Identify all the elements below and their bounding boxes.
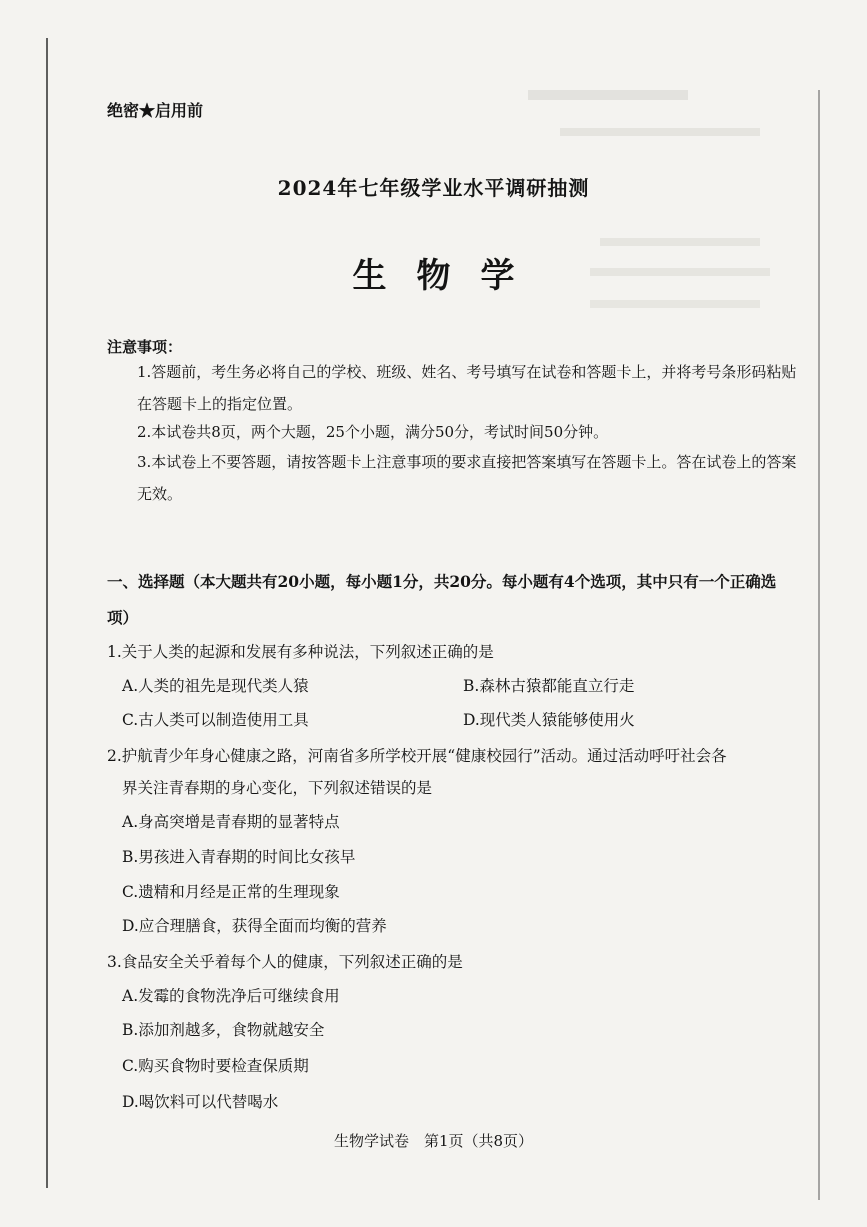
option-a: A.发霉的食物洗净后可继续食用	[122, 987, 340, 1005]
option-b: B.森林古猿都能直立行走	[463, 677, 635, 695]
notice-item: 3.本试卷上不要答题，请按答题卡上注意事项的要求直接把答案填写在答题卡上。答在试卷上的答案无效。	[137, 453, 797, 503]
option-d: D.现代类人猿能够使用火	[463, 711, 635, 729]
confidential-label: 绝密★启用前	[107, 101, 204, 120]
option-d: D.喝饮料可以代替喝水	[122, 1093, 279, 1111]
page-footer: 生物学试卷 第1页（共8页）	[333, 1132, 534, 1150]
section-heading: 一、选择题（本大题共有20小题，每小题1分，共20分。每小题有4个选项，其中只有一个正确选项）	[107, 572, 777, 627]
question-stem-continued: 界关注青春期的身心变化，下列叙述错误的是	[122, 779, 433, 797]
subject-title: 生物学	[352, 256, 545, 296]
bleed-through-mark	[560, 128, 760, 136]
exam-title: 2024年七年级学业水平调研抽测	[277, 176, 590, 200]
bleed-through-mark	[590, 300, 760, 308]
bleed-through-mark	[528, 90, 688, 100]
option-d: D.应合理膳食，获得全面而均衡的营养	[122, 917, 387, 935]
question-stem: 3.食品安全关乎着每个人的健康，下列叙述正确的是	[107, 953, 463, 971]
notice-item: 1.答题前，考生务必将自己的学校、班级、姓名、考号填写在试卷和答题卡上，并将考号条形码粘贴在答题卡上的指定位置。	[137, 363, 797, 413]
option-c: C.古人类可以制造使用工具	[122, 711, 309, 729]
option-c: C.遗精和月经是正常的生理现象	[122, 883, 340, 901]
question-stem: 2.护航青少年身心健康之路，河南省多所学校开展“健康校园行”活动。通过活动呼吁社会各	[107, 747, 727, 765]
option-b: B.男孩进入青春期的时间比女孩早	[122, 848, 356, 866]
question-stem: 1.关于人类的起源和发展有多种说法，下列叙述正确的是	[107, 643, 494, 661]
notice-item: 2.本试卷共8页，两个大题，25个小题，满分50分，考试时间50分钟。	[137, 423, 609, 441]
scan-edge-left	[46, 38, 48, 1188]
notice-heading: 注意事项：	[107, 338, 183, 356]
option-a: A.身高突增是青春期的显著特点	[122, 813, 340, 831]
option-c: C.购买食物时要检查保质期	[122, 1057, 309, 1075]
option-a: A.人类的祖先是现代类人猿	[122, 677, 309, 695]
bleed-through-mark	[600, 238, 760, 246]
option-b: B.添加剂越多，食物就越安全	[122, 1021, 325, 1039]
